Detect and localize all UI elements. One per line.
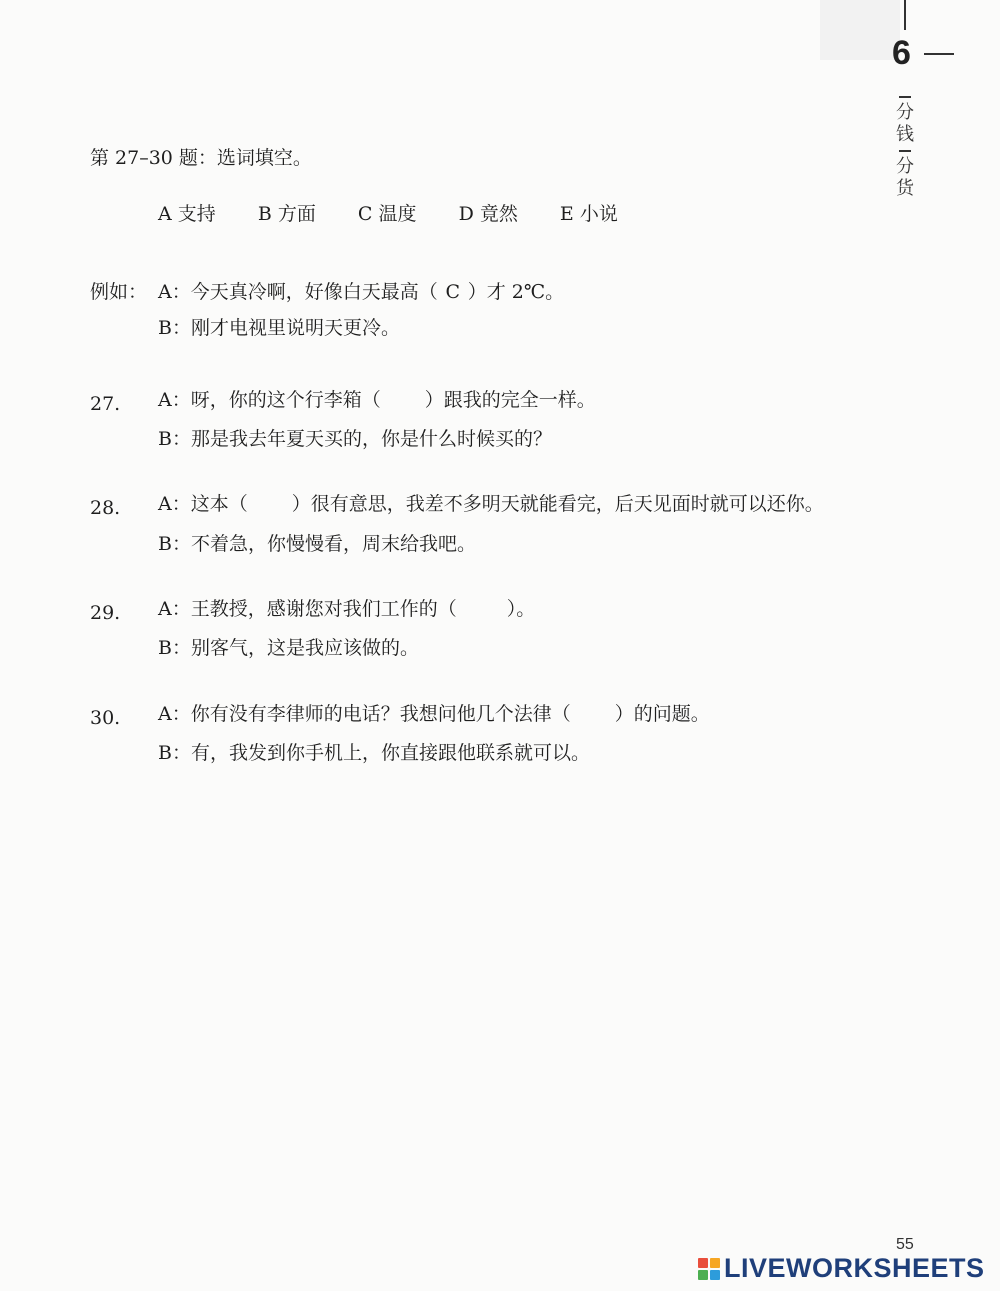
question-line-a — [158, 702, 710, 726]
question-line-b: B：有，我发到你手机上，你直接跟他联系就可以。 — [158, 742, 590, 764]
word-option — [358, 202, 417, 226]
question-a-prefix: A：王教授，感谢您对我们工作的（ — [158, 598, 457, 620]
question-line-a — [158, 492, 824, 516]
question-a-suffix: ）的问题。 — [614, 703, 710, 725]
option-letter: C — [357, 203, 373, 225]
liveworksheets-logo — [698, 1253, 985, 1284]
example-a-suffix: ）才 2℃。 — [467, 281, 565, 303]
chapter-top-line — [904, 0, 906, 30]
logo-block — [710, 1270, 720, 1280]
bleed-through-shade — [820, 0, 900, 60]
question-line-b: B：不着急，你慢慢看，周末给我吧。 — [158, 533, 476, 555]
chapter-number: 6 — [892, 34, 911, 72]
logo-text: LIVEWORKSHEETS — [724, 1253, 985, 1283]
option-letter: D — [458, 203, 474, 225]
question-number: 29. — [90, 602, 121, 624]
question-a-prefix: A：呀，你的这个行李箱（ — [158, 389, 381, 411]
logo-block — [698, 1270, 708, 1280]
question-a-suffix: ）。 — [506, 598, 536, 620]
chapter-title-char: 钱 — [896, 124, 914, 145]
chapter-dash — [924, 53, 954, 55]
example-line-a — [158, 280, 564, 304]
word-bank — [158, 202, 654, 226]
option-word: 方面 — [277, 203, 316, 225]
example-line-b: B：刚才电视里说明天更冷。 — [158, 317, 400, 339]
example-label: 例如： — [90, 281, 148, 303]
question-line-b: B：那是我去年夏天买的，你是什么时候买的？ — [158, 428, 552, 450]
question-number: 27. — [90, 393, 121, 415]
word-option — [459, 202, 518, 226]
word-option — [158, 202, 216, 226]
chapter-title-dash — [899, 96, 911, 98]
chapter-title-char: 分 — [896, 102, 914, 123]
chapter-title — [894, 94, 916, 200]
option-letter: A — [158, 203, 172, 225]
section-heading: 第 27–30 题：选词填空。 — [90, 147, 312, 169]
question-a-prefix: A：你有没有李律师的电话？我想问他几个法律（ — [158, 703, 571, 725]
logo-block — [698, 1258, 708, 1268]
option-word: 小说 — [579, 203, 618, 225]
option-word: 支持 — [177, 203, 216, 225]
question-a-suffix: ）跟我的完全一样。 — [424, 389, 596, 411]
example-a-prefix: A：今天真冷啊，好像白天最高（ — [158, 281, 438, 303]
word-option — [560, 202, 618, 226]
chapter-title-char: 分 — [896, 156, 914, 177]
chapter-title-dash — [899, 150, 911, 152]
logo-blocks-icon — [698, 1258, 720, 1280]
question-a-suffix: ）很有意思，我差不多明天就能看完，后天见面时就可以还你。 — [291, 493, 824, 515]
option-letter: B — [257, 203, 272, 225]
question-number: 28. — [90, 497, 121, 519]
option-word: 温度 — [378, 203, 417, 225]
chapter-marker — [890, 0, 960, 220]
chapter-title-char: 货 — [896, 178, 914, 199]
page-number: 55 — [896, 1236, 914, 1253]
option-letter: E — [559, 203, 574, 225]
answer-blank[interactable] — [457, 614, 507, 615]
answer-blank[interactable] — [571, 719, 615, 720]
question-line-a — [158, 597, 535, 621]
question-line-a — [158, 388, 596, 412]
answer-blank[interactable] — [381, 405, 425, 406]
answer-blank[interactable] — [248, 509, 292, 510]
question-line-b: B：别客气，这是我应该做的。 — [158, 637, 419, 659]
logo-block — [710, 1258, 720, 1268]
question-a-prefix: A：这本（ — [158, 493, 248, 515]
option-word: 竟然 — [479, 203, 518, 225]
question-number: 30. — [90, 707, 121, 729]
word-option — [258, 202, 316, 226]
example-answer: C — [445, 281, 460, 303]
